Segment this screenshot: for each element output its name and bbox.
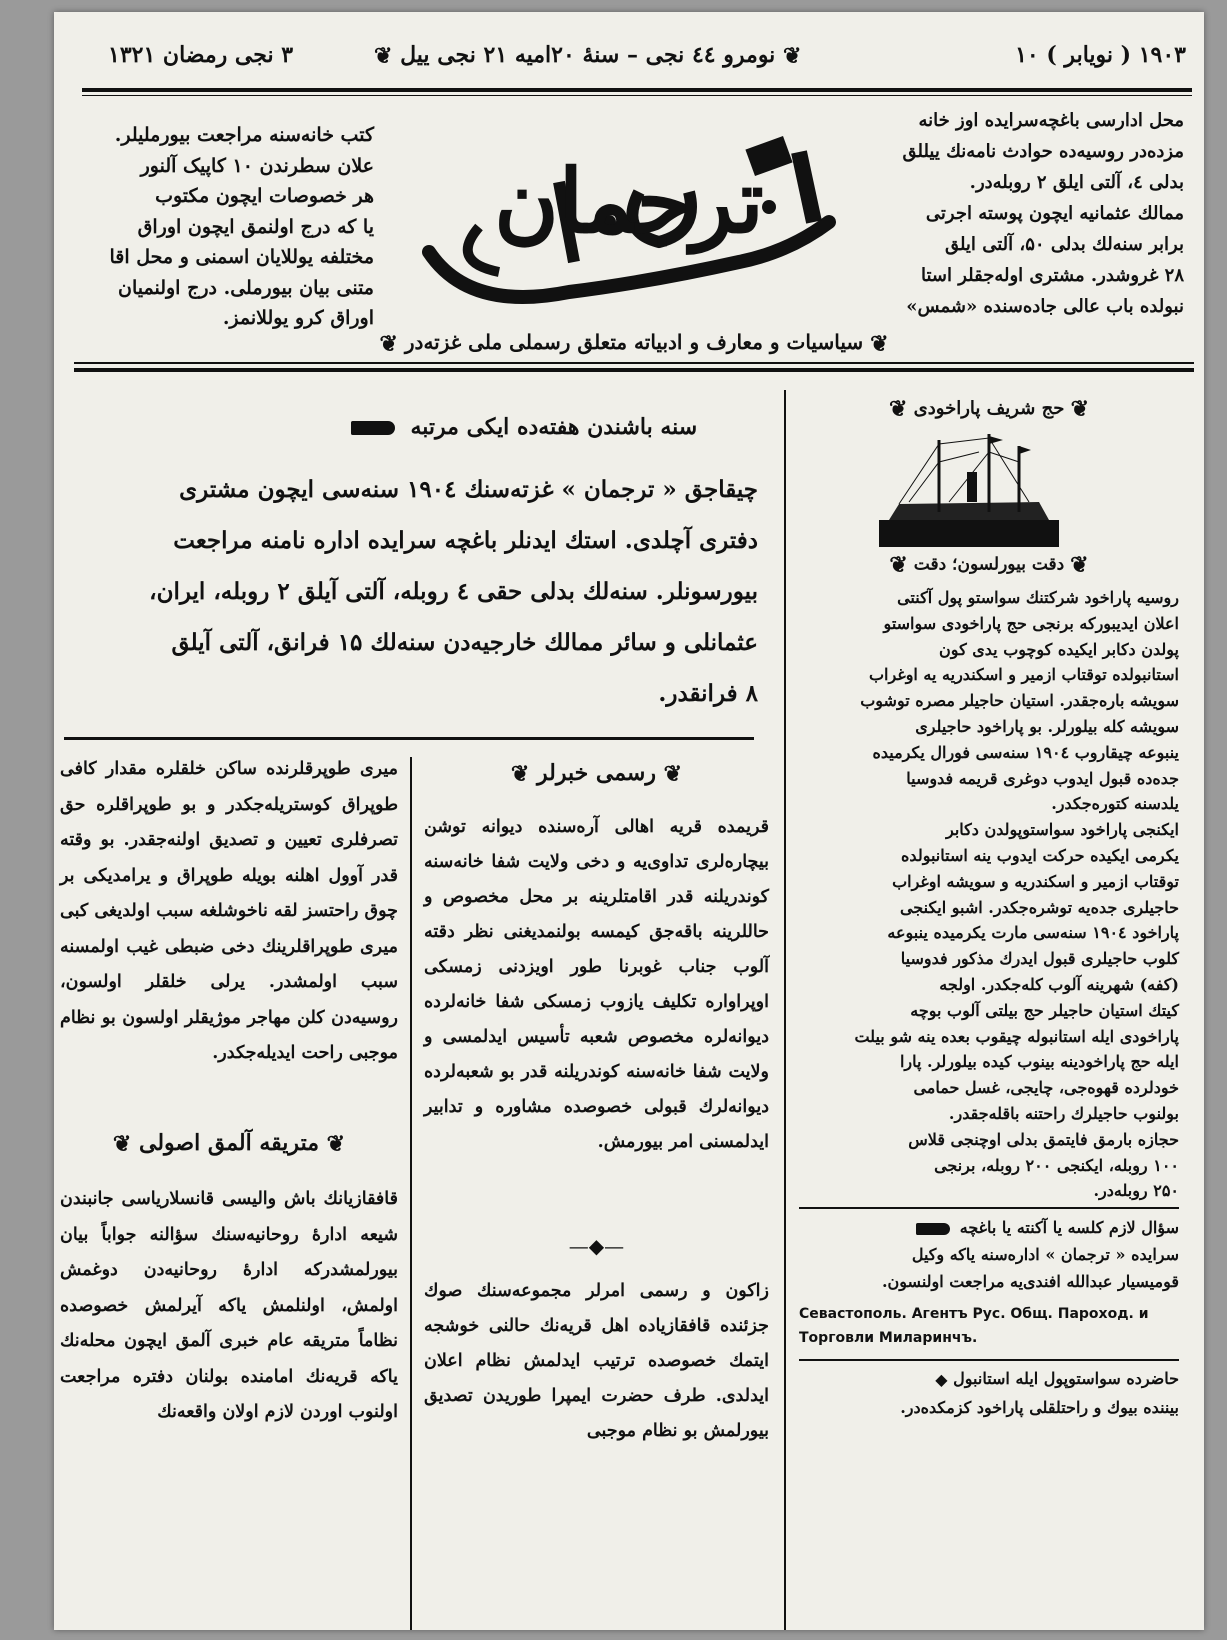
steamship-illustration (879, 432, 1059, 547)
ornament-icon: ❦ (888, 396, 908, 422)
hajj-heading: ❦ حج شریف پاراخودی ❦ (888, 396, 1090, 422)
section-rule-thick (74, 368, 1194, 372)
subscription-info-left: کتب خانه‌سنه مراجعت بیورملیلر. علان سطرندن ۱۰ کاپیک آلنور هر خصوصات ایچون مکتوب یا که درج اولنمق ایچون اوراق مختلفه یوللایان اسمنی و محل اقا متنی بیان بیورملی. درج اولنمیان اوراق کرو یوللانمز. (109, 124, 374, 329)
diamond-icon: ◆ (935, 1369, 948, 1389)
header-rule-thin (82, 95, 1192, 96)
issue-number-line: ❦ نومرو ٤٤ نجی – سنهٔ ۲۰امیه ۲۱ نجی ییل ❦ (374, 42, 802, 69)
ornament-icon: ❦ (663, 761, 683, 787)
attention-line: ❦ دقت بیورلسون؛ دقت ❦ (889, 552, 1089, 578)
hajj-contact: سؤال لازم کلسه یا آکنته یا باغچه سرایده « ترجمان » اداره‌سنه یاکه وکیل قومیسیار عبدالله افندی‌یه مراجعت اولنسون. (881, 1218, 1179, 1291)
ornament-icon: ❦ (782, 43, 802, 69)
official-news-heading: ❦ رسمی خبرلر ❦ (510, 760, 683, 787)
masthead-logo (409, 112, 849, 322)
date-hijri: ۳ نجی رمضان ۱۳۲۱ (108, 42, 294, 68)
ornament-icon: ❦ (112, 1131, 132, 1157)
column-divider-middle (410, 757, 412, 1630)
ornament-icon: ❦ (870, 330, 889, 357)
ornament-icon: ❦ (1070, 552, 1089, 578)
lands-article: میری طوپرقلرنده ساکن خلقلره مقدار کافی طوپراق کوستریله‌جکدر و بو طوپراقلره حق تصرفلری تعیین و تصدیق اولنه‌جقدر. بو وقته قدر آوول اهلنه بویله طوپراق و یرامدیکی بر چوق راحتسز لقه ناخوشلغه سبب اولدیغی کبی میری طوپراقلرینك دخی ضبطی غیب اولمسنه سبب اولمشدر. یرلی خلقلر اولسون، روسیه‌دن کلن مهاجر موژیقلر اولسون بو نظام موجبی راحت ایدیله‌جکدر. (60, 759, 398, 1063)
section-rule (74, 362, 1194, 364)
separator-diamond-icon: —◆— (568, 1234, 625, 1258)
metrics-article: قافقازیانك باش والیسی قانسلاریاسی جانبندن شیعه ادارهٔ روحانیه‌سنك سؤالنه جواباً بیان بیورلمشدرکه ادارهٔ روحانیه‌دن دوغمش اولمش، اولنلمش یاکه آیرلمش خصوصده نظاماً متریقه عام خبری آلمق ایچون محله‌نك یاکه قریه‌نك امامنده بولنان دفترە مراجعت اولنوب اوردن لازم اولان واقعه‌نك (60, 1189, 398, 1422)
ornament-icon: ❦ (510, 761, 530, 787)
newspaper-page (54, 12, 1204, 1630)
ornament-icon: ❦ (326, 1131, 346, 1157)
ornament-icon: ❦ (889, 552, 908, 578)
hajj-rule-2 (799, 1359, 1179, 1361)
ornament-icon: ❦ (379, 330, 398, 357)
ornament-icon: ❦ (374, 43, 393, 69)
date-gregorian: ۱۹۰۳ ( نویابر ) ۱۰ (1015, 42, 1186, 68)
subtitle-line: ❦ سیاسیات و معارف و ادبیاته متعلق رسملی ملی غزته‌در ❦ (379, 330, 889, 357)
notice-title: سنه باشندن هفته‌ده ایکی مرتبه (314, 414, 734, 440)
notice-body: چیقاجق « ترجمان » غزته‌سنك ۱۹۰٤ سنه‌سی ایچون مشتری دفتری آچلدی. استك ایدنلر باغچه سرایده اداره نامنه مراجعت بیورسونلر. سنه‌لك بدلی حقی ٤ روبله، آلتی آیلق ۲ روبله، ایران، عثمانلی و سائر ممالك خارجیه‌دن سنه‌لك ۱۵ فرانق، آلتی آیلق ۸ فرانقدر. (149, 476, 758, 707)
column-divider-right (784, 390, 786, 1630)
hajj-footer: حاضرده سواستوپول ایله استانبول ◆ بیننده بیوك و راحتلقلی پاراخود کزمکده‌در. (799, 1365, 1179, 1422)
ornament-icon: ❦ (1070, 396, 1090, 422)
agent-signature: Севастополь. Агентъ Рус. Общ. Пароход. и Торговли Миларинчъ. (799, 1306, 1149, 1346)
masthead-title: ترجمان (494, 149, 764, 253)
notice-rule (64, 737, 754, 740)
subscription-info-right: محل ادارسی باغچه‌سرایده اوز خانه مزده‌در روسیه‌ده حوادث نامه‌نك ییللق بدلی ٤، آلتی ایلق ۲ روبله‌در. ممالك عثمانیه ایچون پوسته اجرتی برابر سنه‌لك بدلی ۵۰، آلتی ایلق ۲۸ غروشدر. مشتری اوله‌جقلر استا نبولده باب عالی جاده‌سنده «شمس» (902, 110, 1184, 317)
metrics-heading: ❦ متریقه آلمق اصولی ❦ (112, 1130, 346, 1157)
official-news-paragraph-2: زاکون و رسمی امرلر مجموعه‌سنك صوك جزئنده قافقازیاده اهل قریه‌نك حالنی خوشجه ایتمك خصوصده ترتیب ایدلمش نظام اعلان ایدلدی. طرف حضرت ایمپرا طوریدن تصدیق بیورلمش بو نظام موجبی (424, 1281, 769, 1441)
pointing-hand-icon (916, 1223, 950, 1235)
hajj-rule (799, 1207, 1179, 1209)
hajj-body: روسیه پاراخود شرکتنك سواستو پول آکنتی اعلان ایدیبورکه برنجی حج پاراخودی سواستو پولدن دکابر ایکیده کوچوب یدی کون استانبولده توقتاب ازمیر و اسکندریه یه اوغراب سویشه بارەجقدر. استیان حاجیلر مصره توشوب سویشه کله بیلورلر. بو پاراخود حاجیلری ینبوعه چیقاروب ۱۹۰٤ سنه‌سی فورال یکرمیده جده‌ده قبول ایدوب دوغری قریمه فدوسیا یلدسنه کتوره‌جکدر. ایکنجی پاراخود سواستوپولدن دکابر یکرمی ایکیده حرکت ایدوب ینه استانبولده توقتاب ازمیر و اسکندریه و سویشه اوغراب حاجیلری جده‌یه توشره‌جکدر. اشبو ایکنجی پاراخود ۱۹۰٤ سنه‌سی مارت یکرمیده ینبوعه کلوب حاجیلری قبول ایدرك مذکور فدوسیا (کفه) شهرینه آلوب کله‌جکدر. اولجه کیتك استیان حاجیلر حج بیلتی آلوب بوچه پاراخودی ایله استانبوله چیقوب بعده ینه شو بیلت ایله حج پاراخودینه بینوب کیده بیلورلر. پارا خودلرده قهوه‌جی، چایجی، غسل حمامی بولنوب حاجیلرك راحتنه باقله‌جقدر. حجازه بارمق فایتمق بدلی اوچنجی قلاس ۱۰۰ روبله، ایکنجی ۲۰۰ روبله، برنجی ۲۵۰ روبله‌در. (854, 588, 1179, 1201)
pointing-hand-icon (351, 421, 395, 435)
official-news-paragraph-1: قریمده قریه اهالی آره‌سنده دیوانه توشن بیچاره‌لری تداوی‌یه و دخی ولایت شفا خانه‌سنه کوندریلنه قدر اقامتلرینه بر محل مخصوص و حاللرینه باقه‌جق کیمسه بولنمدیغنی نظر دقته آلوب جناب غوبرنا طور اویزدنی زمسکی اوپراوا‌ره تکلیف یازوب زمسکی شفا خانه‌لرده دیوانه‌لره مخصوص شعبه تأسیس ایدلمسی و ولایت شفا خانه‌سنه کوندریلنه قدر بو شعبه‌لرده دیوانه‌لرك قبولی خصوصده مشاوره و تدابیر ایدلمسنی امر بیورمش. (424, 817, 769, 1152)
header-rule (82, 88, 1192, 92)
